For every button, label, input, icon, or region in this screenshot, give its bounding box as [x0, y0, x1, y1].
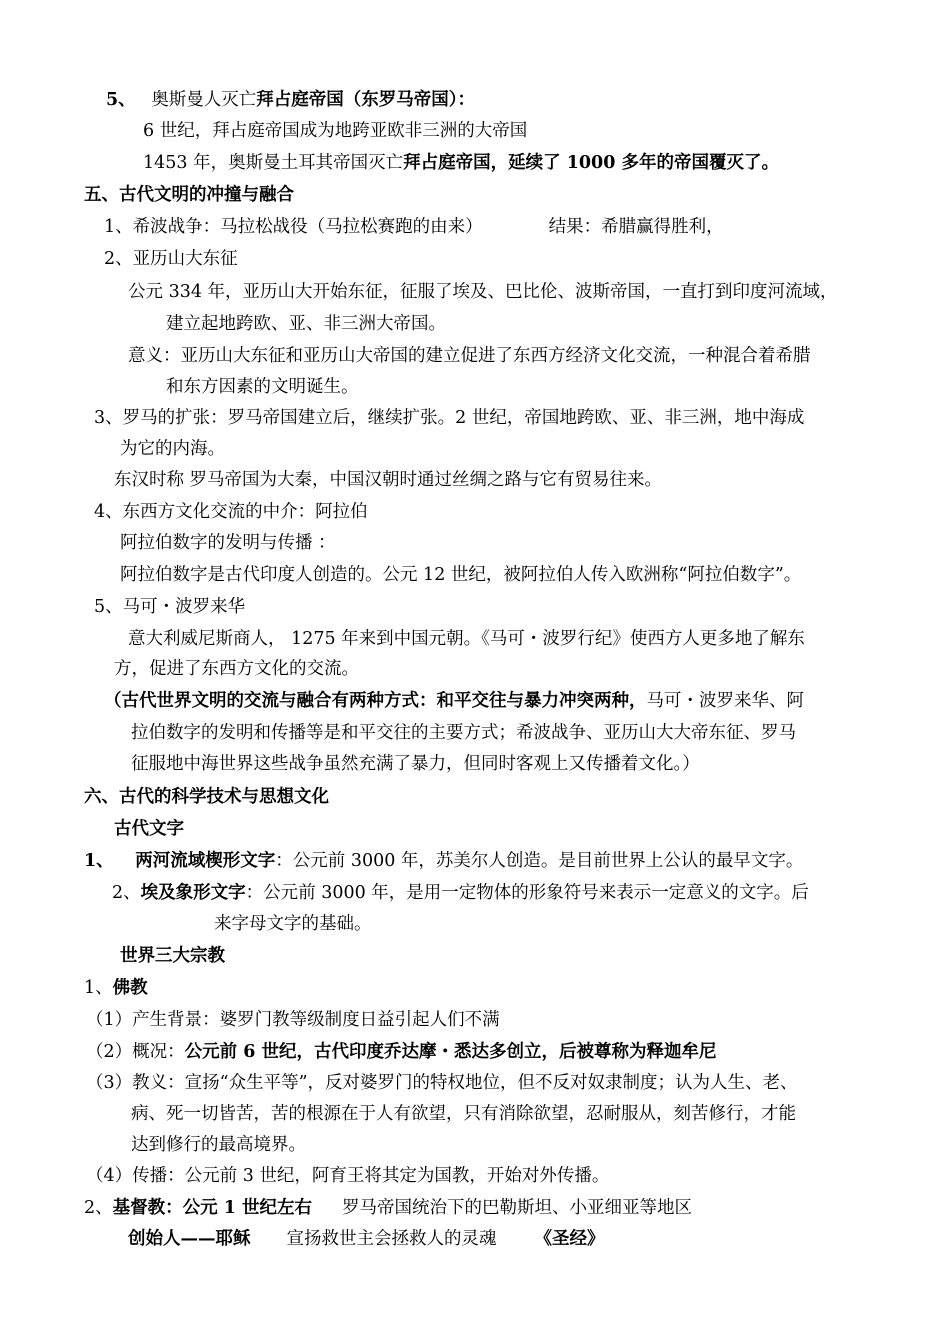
emphasis-text: 埃及象形文字 — [140, 883, 246, 903]
line-christianity-founder: 创始人——耶稣 宣扬救世主会拯救人的灵魂 《圣经》 — [128, 1229, 605, 1249]
item-number: 2、 — [112, 883, 141, 903]
line-alexander-1: 公元 334 年，亚历山大开始东征，征服了埃及、巴比伦、波斯帝国，一直打到印度河流域， — [128, 282, 838, 302]
item-number: 5、 — [106, 90, 136, 110]
line-arabic-numerals-heading: 阿拉伯数字的发明与传播 ： — [120, 533, 336, 553]
line-byzantine-fall: 1453 年，奥斯曼土耳其帝国灭亡拜占庭帝国，延续了 1000 多年的帝国覆灭了。 — [143, 153, 779, 173]
line-marco-polo-1: 意大利威尼斯商人， 1275 年来到中国元朝。《马可・波罗行纪》使西方人更多地了解东 — [128, 629, 805, 649]
line-buddhism-overview: （2）概况：公元前 6 世纪，古代印度乔达摩・悉达多创立，后被尊称为释迦牟尼 — [86, 1042, 717, 1062]
item-number: 2、 — [84, 1198, 113, 1218]
line-greco-persian-war: 1、希波战争：马拉松战役（马拉松赛跑的由来） 结果：希腊赢得胜利， — [104, 217, 724, 237]
emphasis-text: 基督教：公元 1 世纪左右 — [112, 1198, 313, 1218]
line-alexander-2: 建立起地跨欧、亚、非三洲大帝国。 — [166, 314, 446, 334]
line-eastern-han: 东汉时称 罗马帝国为大秦，中国汉朝时通过丝绸之路与它有贸易往来。 — [114, 470, 663, 490]
line-alexander-heading: 2、亚历山大东征 — [104, 249, 238, 269]
line-exchange-summary-1: （古代世界文明的交流与融合有两种方式：和平交往与暴力冲突两种，马可・波罗来华、阿 — [104, 691, 804, 711]
emphasis-text: 拜占庭帝国（东罗马帝国）： — [256, 90, 476, 110]
emphasis-text: 拜占庭帝国，延续了 1000 多年的帝国覆灭了。 — [403, 153, 779, 173]
line-buddhism-heading — [84, 976, 148, 1000]
item-number: 1、 — [84, 851, 114, 871]
line-exchange-summary-3: 征服地中海世界这些战争虽然充满了暴力，但同时客观上又传播着文化。） — [131, 754, 700, 774]
line-alexander-meaning-1: 意义：亚历山大东征和亚历山大帝国的建立促进了东西方经济文化交流，一种混合着希腊 — [128, 346, 811, 366]
emphasis-text: （古代世界文明的交流与融合有两种方式：和平交往与暴力冲突两种， — [104, 691, 647, 711]
line-marco-polo-heading: 5、马可・波罗来华 — [94, 597, 246, 617]
emphasis-text: 两河流域楔形文字 — [135, 851, 276, 871]
line-buddhism-doctrine-2: 病、死一切皆苦，苦的根源在于人有欲望，只有消除欲望，忍耐服从，刻苦修行，才能 — [131, 1104, 796, 1124]
item-number: 1、 — [84, 978, 113, 998]
subheading-three-religions: 世界三大宗教 — [120, 946, 225, 966]
line-cuneiform: 1、 两河流域楔形文字：公元前 3000 年，苏美尔人创造。是目前世界上公认的最早文字。 — [84, 851, 804, 871]
line-alexander-meaning-2: 和东方因素的文明诞生。 — [166, 377, 359, 397]
emphasis-text: 《圣经》 — [534, 1229, 605, 1249]
line-byzantine-6th-century: 6 世纪，拜占庭帝国成为地跨亚欧非三洲的大帝国 — [143, 121, 528, 141]
line-exchange-summary-2: 拉伯数字的发明和传播等是和平交往的主要方式；希波战争、亚历山大大帝东征、罗马 — [131, 723, 796, 743]
line-buddhism-spread: （4）传播：公元前 3 世纪，阿育王将其定为国教，开始对外传播。 — [86, 1166, 610, 1186]
subheading-ancient-scripts: 古代文字 — [114, 819, 184, 839]
emphasis-text: 创始人——耶稣 — [128, 1229, 251, 1249]
emphasis-text: 佛教 — [112, 978, 148, 998]
line-rome-expansion-1: 3、罗马的扩张：罗马帝国建立后，继续扩张。2 世纪，帝国地跨欧、亚、非三洲，地中海成 — [94, 408, 805, 428]
line-marco-polo-2: 方，促进了东西方文化的交流。 — [114, 659, 359, 679]
line-hieroglyphs-2: 来字母文字的基础。 — [214, 914, 372, 934]
line-byzantine-heading: 5、 奥斯曼人灭亡拜占庭帝国（东罗马帝国）： — [106, 90, 476, 110]
line-hieroglyphs: 2、埃及象形文字：公元前 3000 年，是用一定物体的形象符号来表示一定意义的文字。后 — [112, 883, 809, 903]
section-heading-5: 五、古代文明的冲撞与融合 — [84, 185, 294, 205]
line-buddhism-background: （1）产生背景：婆罗门教等级制度日益引起人们不满 — [86, 1010, 500, 1030]
section-heading-6: 六、古代的科学技术与思想文化 — [84, 787, 329, 807]
line-arabic-numerals: 阿拉伯数字是古代印度人创造的。公元 12 世纪，被阿拉伯人传入欧洲称“阿拉伯数字”。 — [120, 565, 802, 585]
line-buddhism-doctrine-3: 达到修行的最高境界。 — [131, 1135, 306, 1155]
line-christianity-heading: 2、基督教：公元 1 世纪左右 罗马帝国统治下的巴勒斯坦、小亚细亚等地区 — [84, 1198, 693, 1218]
emphasis-text: 公元前 6 世纪，古代印度乔达摩・悉达多创立，后被尊称为释迦牟尼 — [184, 1042, 717, 1062]
line-rome-expansion-2: 为它的内海。 — [120, 439, 225, 459]
line-arab-intermediary: 4、东西方文化交流的中介：阿拉伯 — [94, 502, 368, 522]
line-buddhism-doctrine-1: （3）教义：宣扬“众生平等”，反对婆罗门的特权地位，但不反对奴隶制度；认为人生、老、 — [86, 1073, 798, 1093]
